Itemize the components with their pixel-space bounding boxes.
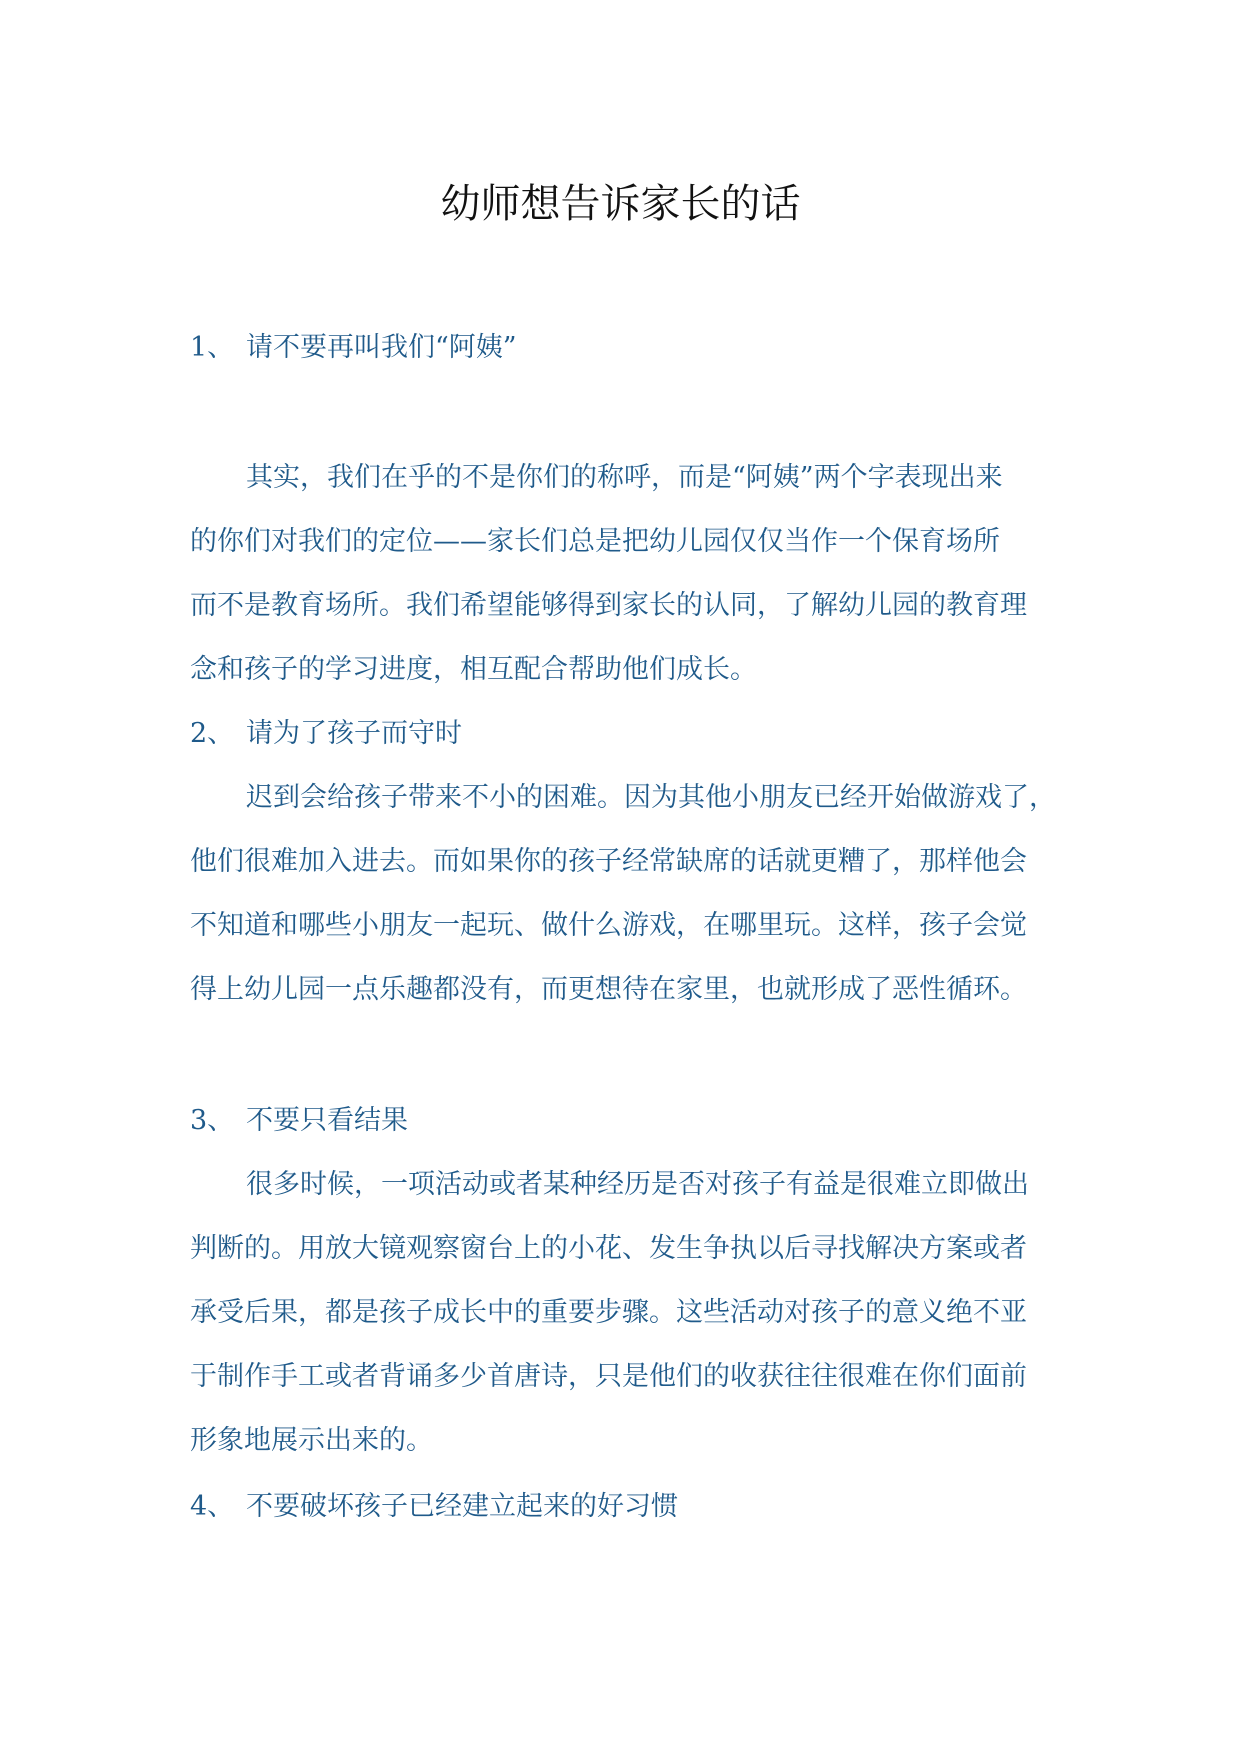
section-number: 2、 <box>190 718 235 749</box>
section-heading-4 <box>190 1489 1060 1525</box>
section-number: 1、 <box>190 332 235 363</box>
paragraph-line: 承受后果，都是孩子成长中的重要步骤。这些活动对孩子的意义绝不亚 <box>190 1297 1027 1328</box>
section-heading-3 <box>190 1103 1060 1139</box>
section-number: 3、 <box>190 1105 235 1136</box>
paragraph-line: 念和孩子的学习进度，相互配合帮助他们成长。 <box>190 654 757 685</box>
document-title: 幼师想告诉家长的话 <box>440 181 801 227</box>
section-number: 4、 <box>190 1491 235 1522</box>
section-heading-text: 请不要再叫我们“阿姨” <box>246 332 517 363</box>
paragraph-line: 形象地展示出来的。 <box>190 1425 433 1456</box>
paragraph-line: 得上幼儿园一点乐趣都没有，而更想待在家里，也就形成了恶性循环。 <box>190 974 1027 1005</box>
section-heading-text: 请为了孩子而守时 <box>246 718 462 749</box>
paragraph-line: 其实，我们在乎的不是你们的称呼，而是“阿姨”两个字表现出来 <box>246 462 1003 493</box>
section-heading-text: 不要只看结果 <box>246 1105 408 1136</box>
paragraph-line: 不知道和哪些小朋友一起玩、做什么游戏，在哪里玩。这样，孩子会觉 <box>190 910 1027 941</box>
paragraph-line: 迟到会给孩子带来不小的困难。因为其他小朋友已经开始做游戏了， <box>246 782 1056 813</box>
paragraph-line: 判断的。用放大镜观察窗台上的小花、发生争执以后寻找解决方案或者 <box>190 1233 1027 1264</box>
paragraph-line: 很多时候，一项活动或者某种经历是否对孩子有益是很难立即做出 <box>246 1169 1029 1200</box>
paragraph-line: 于制作手工或者背诵多少首唐诗，只是他们的收获往往很难在你们面前 <box>190 1361 1027 1392</box>
section-heading-2 <box>190 716 1060 752</box>
paragraph-line: 的你们对我们的定位——家长们总是把幼儿园仅仅当作一个保育场所 <box>190 526 1000 557</box>
paragraph-line: 而不是教育场所。我们希望能够得到家长的认同，了解幼儿园的教育理 <box>190 590 1027 621</box>
section-heading-1 <box>190 330 1060 366</box>
section-heading-text: 不要破坏孩子已经建立起来的好习惯 <box>246 1491 678 1522</box>
paragraph-line: 他们很难加入进去。而如果你的孩子经常缺席的话就更糟了，那样他会 <box>190 846 1027 877</box>
